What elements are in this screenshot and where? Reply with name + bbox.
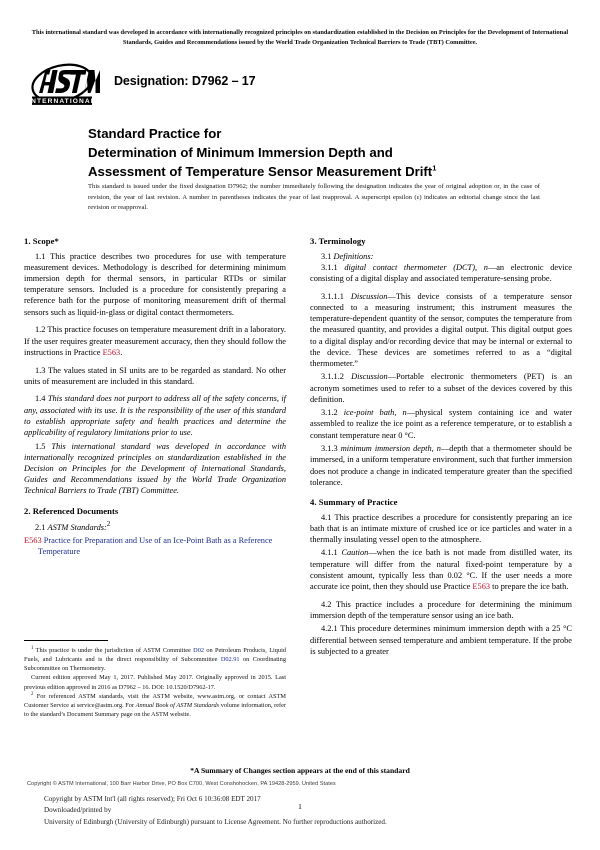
footnote-1-text-c: on Coordinating Subcommittee on Thermometry. xyxy=(24,656,286,673)
paragraph-3-1-1-2-number: 3.1.1.2 xyxy=(321,372,352,382)
term-digital-contact-thermometer: digital contact thermometer (DCT), n xyxy=(344,262,488,272)
astm-logo-subtitle: INTERNATIONAL xyxy=(28,98,96,105)
paragraph-3-1-1-1-body: —This device consists of a temperature sensor connected to a measuring instrument; this instrument measures the temperature-dependent quantity of the sensor, computes the temperature from the measured quantity, and provides a digital output. This digital output goes to a digital display and/or recording device that may be internal or external to the device. These devices are sometimes referred to as a “digital thermometer.” xyxy=(310,291,572,369)
footnote-2-italic: Annual Book of ASTM Standards xyxy=(135,701,220,709)
summary-of-changes-note: *A Summary of Changes section appears at the end of this standard xyxy=(190,766,410,775)
paragraph-2-1-number: 2.1 xyxy=(35,522,48,532)
paragraph-3-1-3-body: —depth that a thermometer should be immersed, in a uniform temperature environment, such that further immersion does not produce a change in indicated temperature greater than the specified tolerance. xyxy=(310,444,572,487)
paragraph-2-1 xyxy=(24,520,286,533)
paragraph-1-5 xyxy=(24,441,286,497)
link-e563-summary[interactable]: E563 xyxy=(472,582,491,592)
paragraph-4-1-1-text-b: to prepare the ice bath. xyxy=(490,582,569,592)
paragraph-3-1-1-1-number: 3.1.1.1 xyxy=(321,291,351,301)
label-discussion-1: Discussion xyxy=(350,291,388,301)
footnote-1-marker: 1 xyxy=(31,646,34,651)
footnote-2-text-b: volume information, refer to the standard’s Document Summary page on the ASTM website. xyxy=(24,701,287,719)
link-subcommittee-d0291[interactable]: D02.91 xyxy=(220,656,240,664)
paragraph-1-4 xyxy=(24,393,286,438)
link-committee-d02[interactable]: D02 xyxy=(193,647,205,655)
paragraph-3-1-1-2 xyxy=(310,371,572,405)
reference-entry-e563[interactable] xyxy=(24,535,286,558)
paragraph-3-1-number: 3.1 xyxy=(321,251,334,261)
footnote-1-text-b: on Petroleum Products, Liquid Fuels, and Lubricants and is the direct responsibility of Subcommittee xyxy=(24,647,286,664)
section-heading-summary-of-practice: 4. Summary of Practice xyxy=(310,496,398,507)
section-heading-terminology: 3. Terminology xyxy=(310,236,366,246)
title-line-2: Determination of Minimum Immersion Depth and xyxy=(88,145,393,161)
astm-logo xyxy=(28,62,100,110)
paragraph-1-4-number: 1.4 xyxy=(35,394,48,404)
footnote-separator-rule xyxy=(24,640,108,641)
paragraph-1-2-text-a: 1.2 This practice focuses on temperature measurement drift in a laboratory. If the user requires greater measurement accuracy, then they should follow the instructions in Practice xyxy=(24,325,286,357)
designation: Designation: D7962 – 17 xyxy=(114,74,256,88)
paragraph-1-5-text: This international standard was developed in accordance with internationally recognized principles on standardization established in the Decision on Principles for the Development of International Standards, Guides and Recommendations issued by the World Trade Organization Technical Barriers to Trade (TBT) Committee. xyxy=(24,441,286,496)
paragraph-3-1-1-2-body: —Portable electronic thermometers (PET) is an acronym sometimes used to refer to a subset of the devices covered by this definition. xyxy=(310,372,572,404)
footnote-1-text-a: This practice is under the jurisdiction of ASTM Committee xyxy=(33,647,194,655)
reference-title-e563[interactable]: Practice for Preparation and Use of an Ice-Point Bath as a Reference Temperature xyxy=(38,535,273,556)
paragraph-3-1-1-1 xyxy=(310,291,572,370)
footnote-1 xyxy=(24,646,286,673)
paragraph-4-1-1 xyxy=(310,547,572,592)
title-line-3 xyxy=(88,162,558,181)
paragraph-1-2 xyxy=(24,324,286,358)
title-line-3-text: Assessment of Temperature Sensor Measurement Drift xyxy=(88,164,433,180)
license-stamp xyxy=(44,794,554,828)
paragraph-4-1: 4.1 This practice describes a procedure for consistently preparing an ice bath that is an intimate mixture of crushed ice or ice particles and water in a thermally insulating vessel open to the atmosphere. xyxy=(310,512,572,544)
paragraph-4-2: 4.2 This practice includes a procedure for determining the minimum immersion depth of the temperature sensor using an ice bath. xyxy=(310,599,572,620)
paragraph-3-1-1 xyxy=(310,262,572,284)
label-discussion-2: Discussion xyxy=(351,372,388,382)
term-ice-point-bath: ice-point bath, n xyxy=(343,408,407,418)
paragraph-3-1-3-number: 3.1.3 xyxy=(321,444,341,454)
wto-notice: This international standard was developed in accordance with internationally recognized principles on standardization established in the Decision on Principles for the Development of International Standards, Guides and Recommendations issued by the World Trade Organization Technical Barriers to Trade (TBT) Committee. xyxy=(31,29,569,46)
section-heading-scope: 1. Scope* xyxy=(24,236,59,246)
reference-designation-e563[interactable]: E563 xyxy=(24,535,42,545)
link-e563-scope[interactable]: E563 xyxy=(102,347,121,357)
page-number: 1 xyxy=(298,802,302,811)
astm-logo-icon xyxy=(28,62,100,110)
paragraph-1-1: 1.1 This practice describes two procedures for use with temperature measurement devices. Methodology is described for determining minimum immersion depth for thermal sensors, in particular RTDs or similar temperature sensors. Included is a procedure for consistently preparing a reference bath for the purpose of monitoring measurement drift of thermal sensors such as liquid-in-glass or digital contact thermometers. xyxy=(24,251,286,317)
paragraph-2-1-label: ASTM Standards: xyxy=(47,522,107,532)
masthead xyxy=(28,62,572,114)
term-minimum-immersion-depth: minimum immersion depth, n xyxy=(340,444,441,454)
paragraph-4-1-1-number: 4.1.1 xyxy=(321,548,342,558)
license-stamp-line-1: Copyright by ASTM Int'l (all rights reserved); Fri Oct 6 10:36:08 EDT 2017 xyxy=(44,795,261,803)
paragraph-1-4-text: This standard does not purport to address all of the safety concerns, if any, associated with its use. It is the responsibility of the user of this standard to establish appropriate safety and health practices and determine the applicability of regulatory limitations prior to use. xyxy=(24,394,287,438)
issue-statement: This standard is issued under the fixed designation D7962; the number immediately following the designation indicates the year of original adoption or, in the case of revision, the year of last revision. A number in parentheses indicates the year of last reapproval. A superscript epsilon (ε) indicates an editorial change since the last revision or reapproval. xyxy=(88,183,540,212)
footnote-2-text-a: For referenced ASTM standards, visit the ASTM website, www.astm.org, or contact ASTM Customer Service at service@astm.org. For xyxy=(24,692,286,709)
paragraph-3-1-3 xyxy=(310,443,572,488)
footnote-1-edition: Current edition approved May 1, 2017. Published May 2017. Originally approved in 2015. Last previous edition approved in 2016 as D7962 – 16. DOI: 10.1520/D7962-17. xyxy=(24,674,286,691)
paragraph-3-1-2-number: 3.1.2 xyxy=(321,408,344,418)
paragraph-1-2-text-b: . xyxy=(120,347,123,357)
paragraph-4-1-1-text-a: —when the ice bath is not made from distilled water, its temperature will differ from the natural fixed-point temperature by a consistent amount, typically less than 0.02 °C. If the user needs a more accurate ice point, then they should use Practice xyxy=(310,548,572,592)
license-stamp-line-2: Downloaded/printed by xyxy=(44,806,112,815)
section-heading-referenced-documents: 2. Referenced Documents xyxy=(24,505,119,516)
paragraph-3-1 xyxy=(310,251,572,262)
paragraph-1-3: 1.3 The values stated in SI units are to be regarded as standard. No other units of measurement are included in this standard. xyxy=(24,365,286,386)
paragraph-3-1-2 xyxy=(310,407,572,441)
title-footnote-marker: 1 xyxy=(432,163,437,173)
copyright-notice: Copyright © ASTM International, 100 Barr Harbor Drive, PO Box C700, West Conshohocken, PA 19428-2959. United States xyxy=(27,781,336,787)
footnote-2 xyxy=(24,692,286,719)
title-line-1: Standard Practice for xyxy=(88,126,222,141)
license-stamp-line-3: University of Edinburgh (University of Edinburgh) pursuant to License Agreement. No further reproductions authorized. xyxy=(44,817,387,826)
page-title xyxy=(88,124,558,181)
paragraph-1-5-number: 1.5 xyxy=(35,441,52,451)
paragraph-2-1-footnote-marker: 2 xyxy=(106,520,111,529)
paragraph-4-2-1: 4.2.1 This procedure determines minimum immersion depth with a 25 °C differential between sensed temperature and ambient temperature. If the probe is subjected to a greater xyxy=(310,624,572,656)
paragraph-3-1-1-number: 3.1.1 xyxy=(321,262,345,272)
right-column xyxy=(310,236,572,657)
paragraph-3-1-2-body: —physical system containing ice and water assembled to realize the ice point as a reference temperature, or to establish a constant temperature near 0 °C. xyxy=(310,408,573,440)
paragraph-3-1-1-body: —an electronic device consisting of a digital display and associated temperature-sensing probe. xyxy=(310,262,573,283)
label-caution: Caution xyxy=(341,548,369,558)
left-column xyxy=(24,236,286,557)
footnote-2-marker: 2 xyxy=(31,691,34,697)
footnotes xyxy=(24,640,286,719)
paragraph-3-1-label: Definitions: xyxy=(333,251,374,261)
